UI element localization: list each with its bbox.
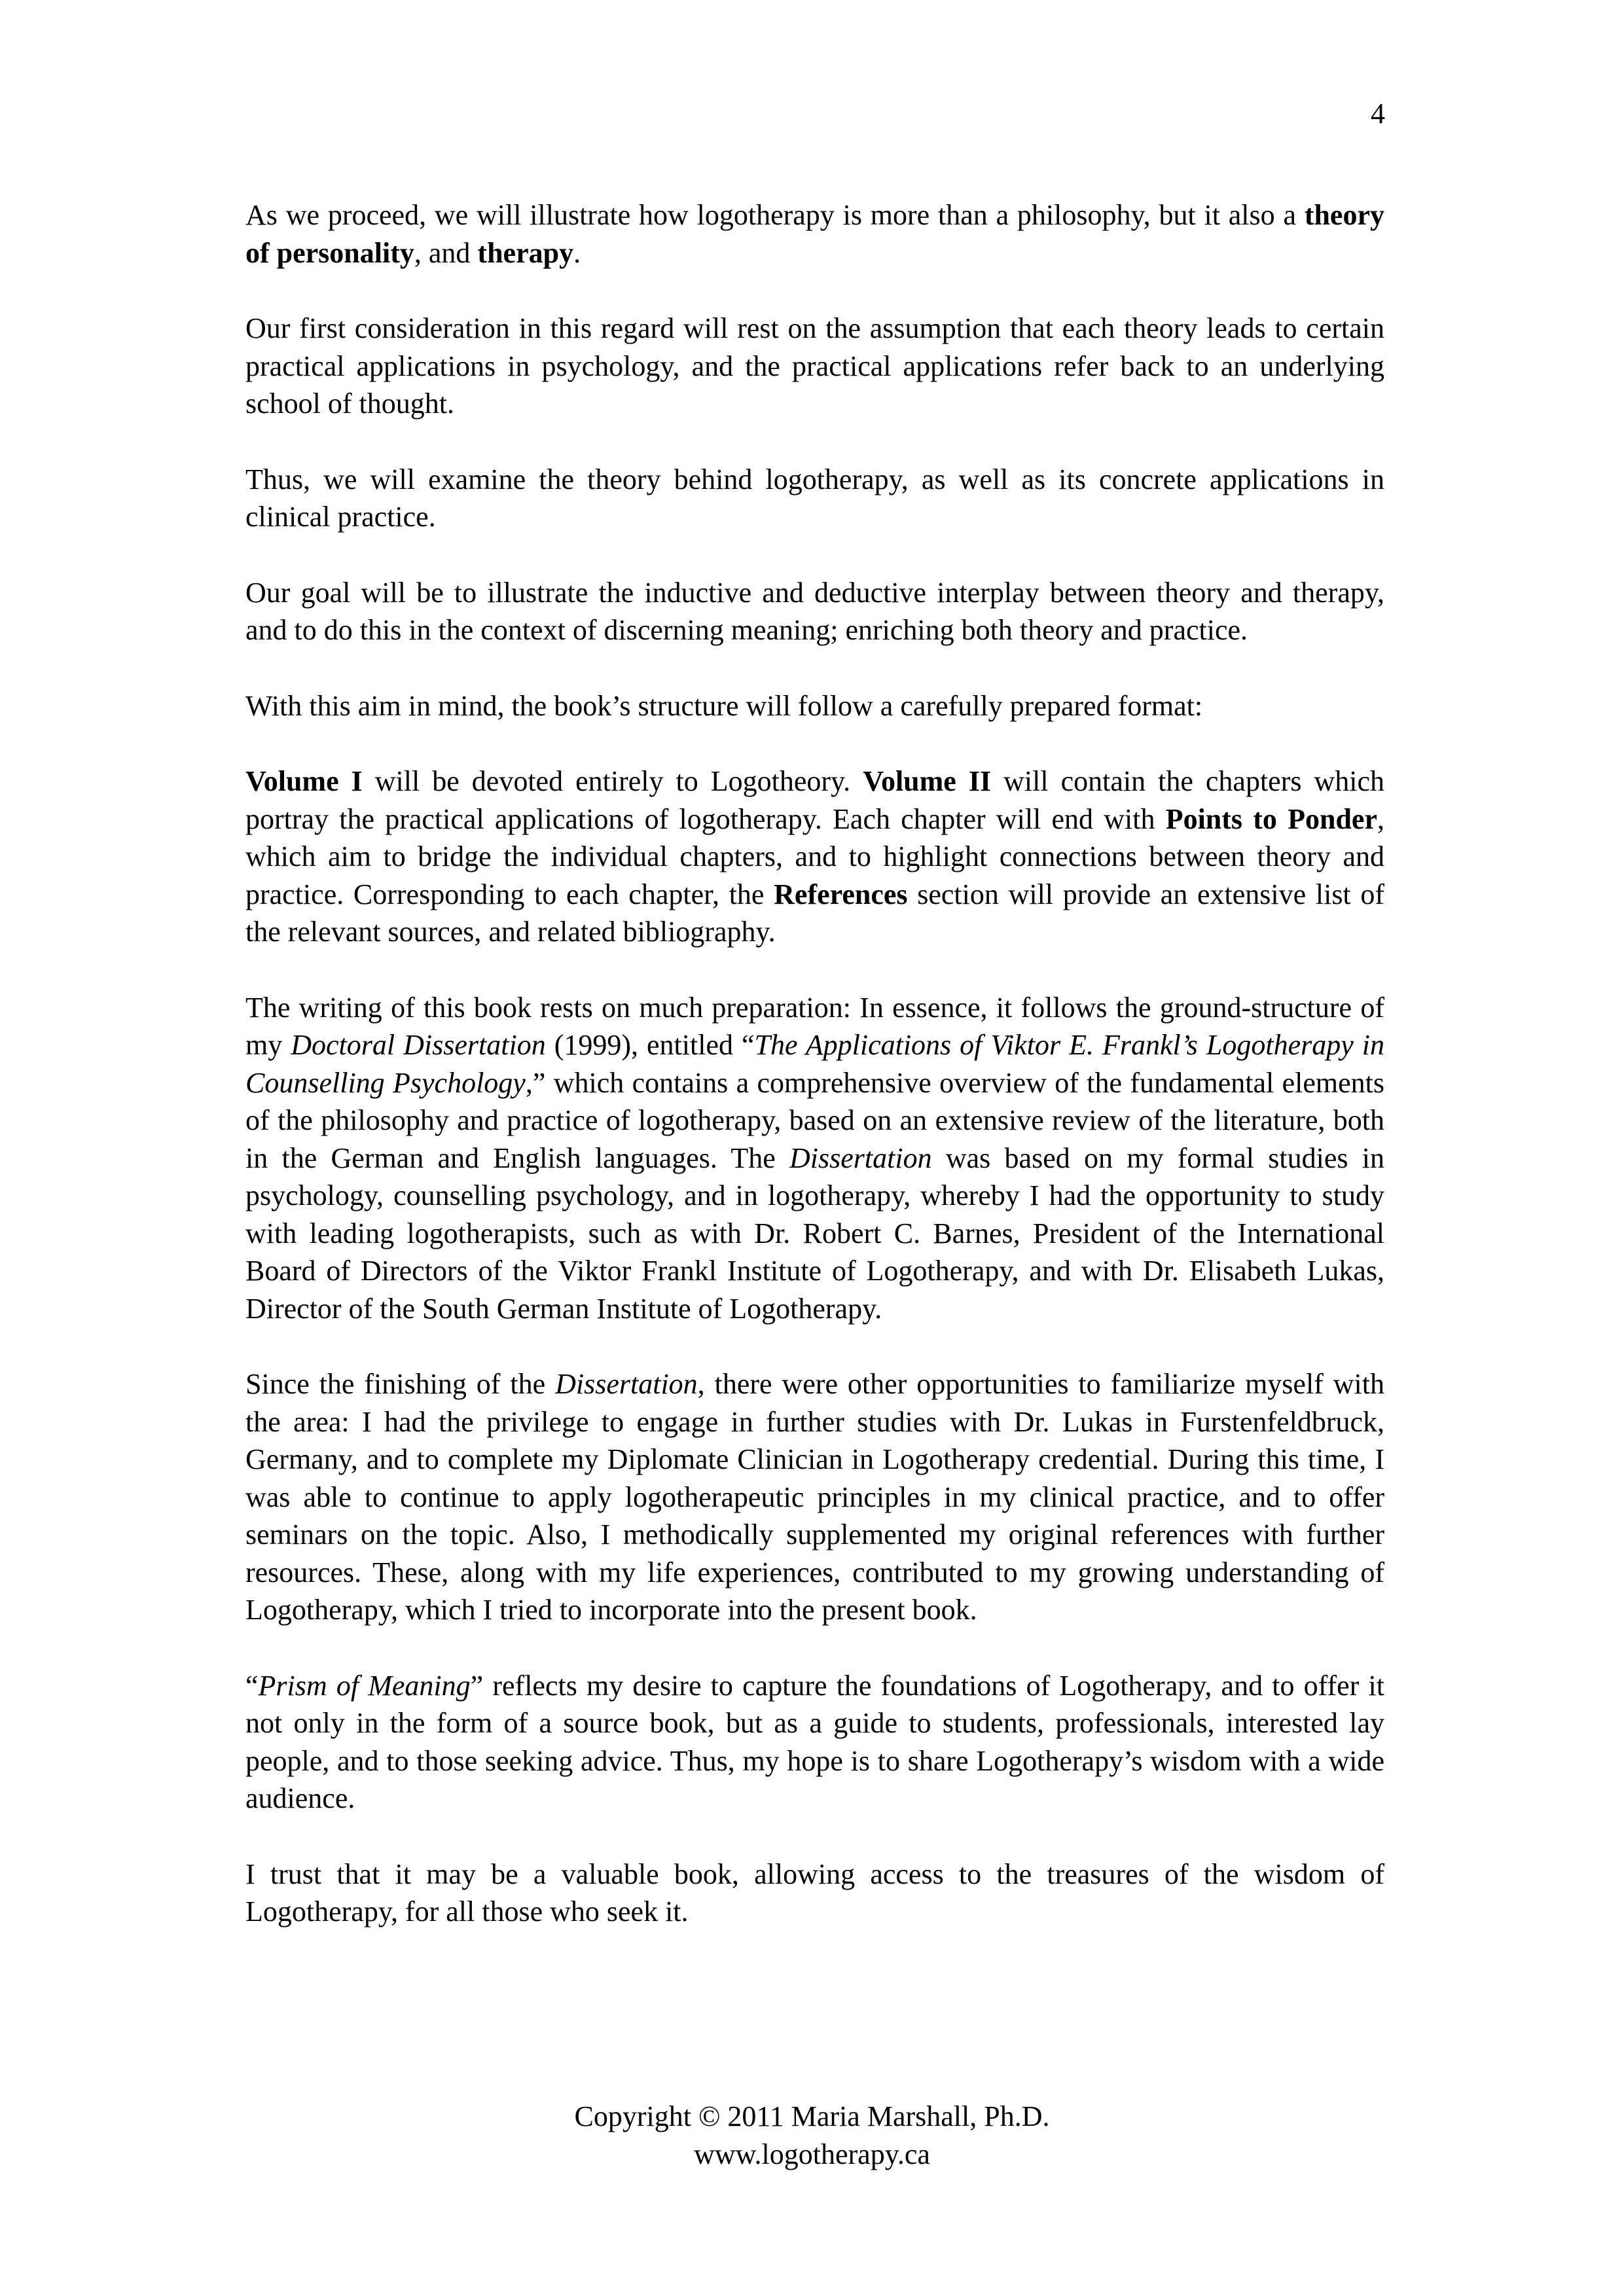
paragraph-8 (245, 1365, 1384, 1629)
copyright-notice: Copyright © 2011 Maria Marshall, Ph.D. (574, 2100, 1050, 2132)
paragraph-2: Our first consideration in this regard will rest on the assumption that each theory leads to certain practical applications in psychology, and the practical applications refer back to an underlying school of thought. (245, 312, 1384, 420)
bold-term-references: References (774, 878, 908, 910)
website-text: www.logotherapy.ca (694, 2138, 930, 2170)
text-run: (1999), entitled “ (545, 1029, 755, 1061)
page-footer (0, 2098, 1624, 2174)
text-run: The writing of this book rests on much preparation: In essence, it follows the ground-structure of my (245, 991, 1384, 1061)
text-run: will be devoted entirely to Logotheory. (362, 765, 863, 797)
italic-dissertation: Dissertation (555, 1368, 698, 1400)
text-run: . (573, 236, 581, 269)
text-run: As we proceed, we will illustrate how logotherapy is more than a philosophy, but it also a (245, 199, 1305, 231)
page-number: 4 (1371, 98, 1385, 130)
text-run: will contain the chapters which portray the practical applications of logotherapy. Each chapter will end with (245, 765, 1385, 835)
paragraph-4: Our goal will be to illustrate the inductive and deductive interplay between theory and therapy, and to do this in the context of discerning meaning; enriching both theory and practice. (245, 576, 1384, 646)
text-run: , which aim to bridge the individual chapters, and to highlight connections between theory and practice. Corresponding to each chapter, the (245, 802, 1384, 910)
paragraph-7 (245, 989, 1384, 1328)
italic-dissertation: Dissertation (789, 1141, 932, 1174)
paragraph-1 (245, 196, 1384, 272)
text-run: was based on my formal studies in psychology, counselling psychology, and in logotherapy, whereby I had the opportunity to study with leading logotherapists, such as with Dr. Robert C. Barnes, President of the International Board of Directors of the Viktor Frankl Institute of Logotherapy, and with Dr. Elisabeth Lukas, Director of the South German Institute of Logotherapy. (245, 1141, 1384, 1325)
paragraph-3: Thus, we will examine the theory behind logotherapy, as well as its concrete applications in clinical practice. (245, 463, 1384, 533)
italic-doctoral-dissertation: Doctoral Dissertation (291, 1029, 546, 1061)
paragraph-9 (245, 1667, 1384, 1818)
text-run: Since the finishing of the (245, 1368, 556, 1400)
bold-term-volume-1: Volume I (245, 765, 363, 797)
text-run: ” reflects my desire to capture the foundations of Logotherapy, and to offer it not only in the form of a source book, but as a guide to students, professionals, interested lay people, and to those seeking advice. Thus, my hope is to share Logotherapy’s wisdom with a wide audience. (245, 1669, 1384, 1814)
text-run: , there were other opportunities to familiarize myself with the area: I had the privilege to engage in further studies with Dr. Lukas in Furstenfeldbruck, Germany, and to complete my Diplomate Clinician in Logotherapy credential. During this time, I was able to continue to apply logotherapeutic principles in my clinical practice, and to offer seminars on the topic. Also, I methodically supplemented my original references with further resources. These, along with my life experiences, contributed to my growing understanding of Logotherapy, which I tried to incorporate into the present book. (245, 1368, 1384, 1626)
body-text (245, 196, 1384, 1969)
italic-prism-of-meaning: Prism of Meaning (258, 1669, 471, 1702)
bold-term-points-to-ponder: Points to Ponder (1165, 802, 1377, 835)
text-run: ,” which contains a comprehensive overview of the fundamental elements of the philosophy and practice of logotherapy, based on an extensive review of the literature, both in the German and English languages. The (245, 1066, 1384, 1174)
italic-dissertation-title: The Applications of Viktor E. Frankl’s Logotherapy in Counselling Psychology (245, 1029, 1385, 1099)
bold-term-therapy: therapy (477, 236, 574, 269)
paragraph-10: I trust that it may be a valuable book, allowing access to the treasures of the wisdom of Logotherapy, for all those who seek it. (245, 1857, 1384, 1928)
bold-term-volume-2: Volume II (863, 765, 992, 797)
text-run: , and (414, 236, 478, 269)
text-run: section will provide an extensive list of the relevant sources, and related bibliography. (245, 878, 1384, 948)
paragraph-6 (245, 762, 1384, 951)
text-run: “ (245, 1669, 259, 1702)
paragraph-5: With this aim in mind, the book’s structure will follow a carefully prepared format: (245, 689, 1203, 722)
bold-term-theory-of-personality: theory of personality (245, 199, 1384, 269)
